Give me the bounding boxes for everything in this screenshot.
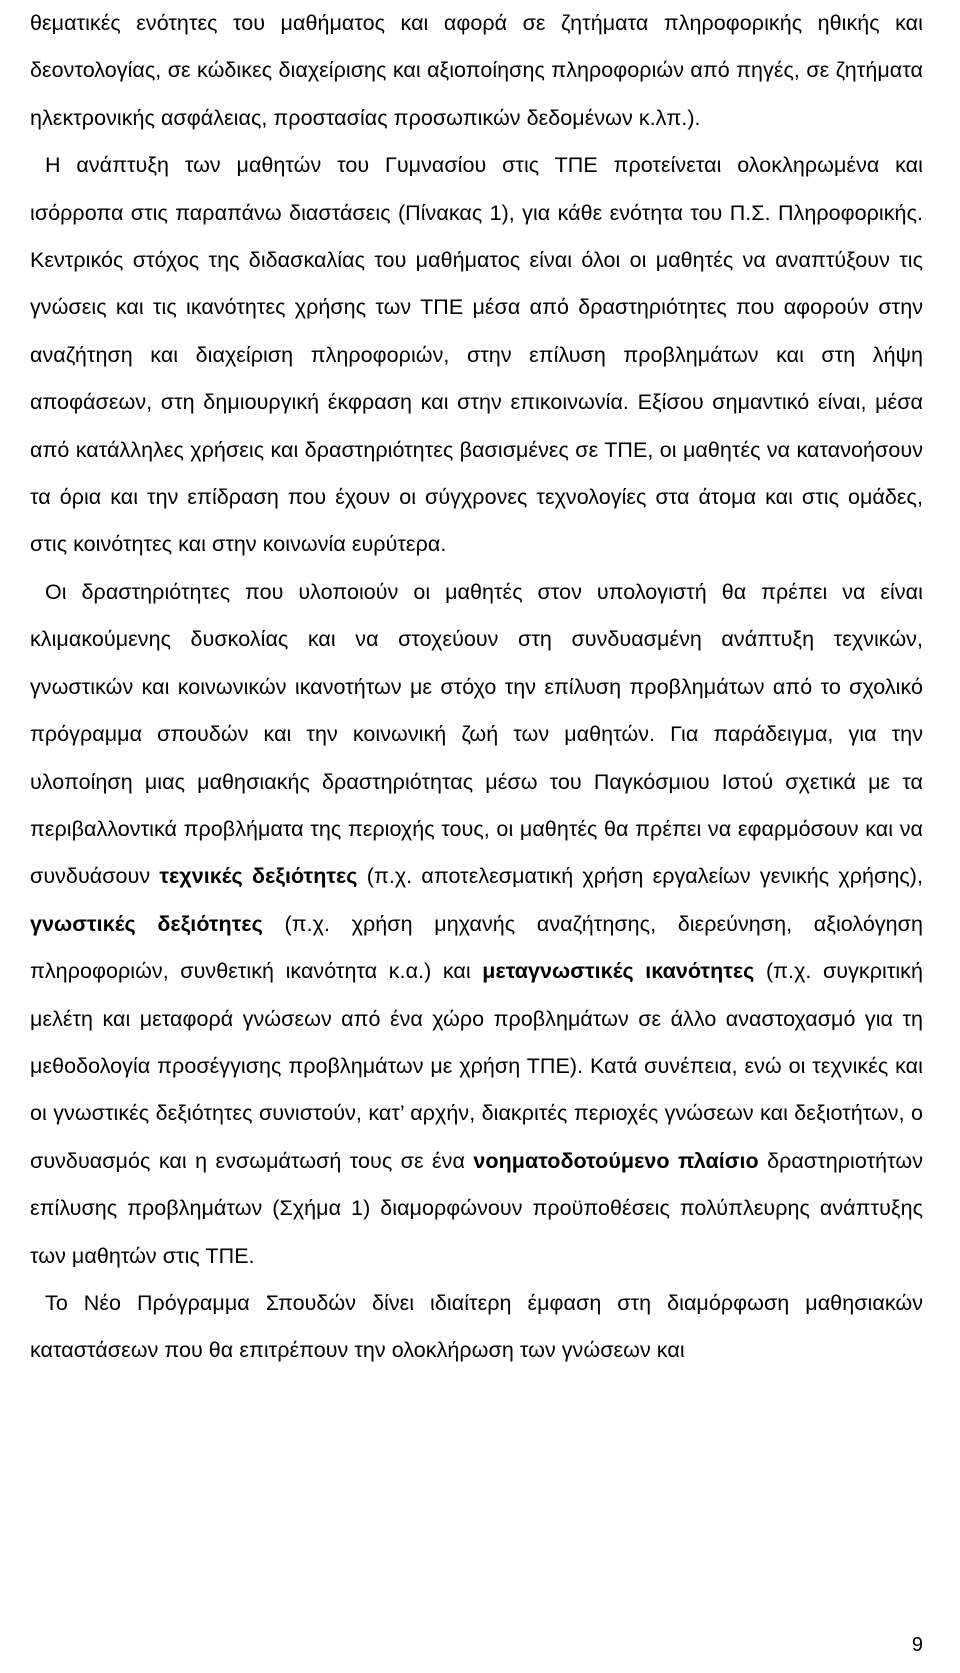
paragraph-text: δραστηριοτήτων επίλυσης προβλημάτων (Σχήμα 1) διαμορφώνουν προϋποθέσεις πολύπλευρης ανάπτυξης των μαθητών στις ΤΠΕ. xyxy=(30,1148,923,1268)
bold-term-meaningful-context: νοηματοδοτούμενο πλαίσιο xyxy=(473,1148,759,1173)
bold-term-technical-skills: τεχνικές δεξιότητες xyxy=(159,864,358,889)
paragraph-text: Η ανάπτυξη των μαθητών του Γυμνασίου στις ΤΠΕ προτείνεται ολοκληρωμένα και ισόρροπα στις παραπάνω διαστάσεις (Πίνακας 1), για κάθε ενότητα του Π.Σ. Πληροφορικής. Κεντρικός στόχος της διδασκαλίας του μαθήματος είναι όλοι οι μαθητές να αναπτύξουν τις γνώσεις και τις ικανότητες χρήσης των ΤΠΕ μέσα από δραστηριότητες που αφορούν στην αναζήτηση και διαχείριση πληροφοριών, στην επίλυση προβλημάτων και στη λήψη αποφάσεων, στη δημιουργική έκφραση και στην επικοινωνία. Εξίσου σημαντικό είναι, μέσα από κατάλληλες χρήσεις και δραστηριότητες βασισμένες σε ΤΠΕ, οι μαθητές να κατανοήσουν τα όρια και την επίδραση που έχουν οι σύγχρονες τεχνολογίες στα άτομα και στις ομάδες, στις κοινότητες και στην κοινωνία ευρύτερα. xyxy=(30,153,923,557)
page-number: 9 xyxy=(911,1634,923,1656)
paragraph-text: Το Νέο Πρόγραμμα Σπουδών δίνει ιδιαίτερη έμφαση στη διαμόρφωση μαθησιακών καταστάσεων που θα επιτρέπουν την ολοκλήρωση των γνώσεων και xyxy=(30,1290,923,1363)
paragraph-activities xyxy=(30,569,923,1280)
bold-term-cognitive-skills: γνωστικές δεξιότητες xyxy=(30,911,263,936)
paragraph-ict-development xyxy=(30,142,923,569)
paragraph-text: (π.χ. χρήση μηχανής αναζήτησης, διερεύνηση, αξιολόγηση πληροφοριών, συνθετική ικανότητα κ.α.) και xyxy=(30,911,923,984)
document-body xyxy=(30,0,923,1375)
paragraph-text: Οι δραστηριότητες που υλοποιούν οι μαθητές στον υπολογιστή θα πρέπει να είναι κλιμακούμενης δυσκολίας και να στοχεύουν στη συνδυασμένη ανάπτυξη τεχνικών, γνωστικών και κοινωνικών ικανοτήτων με στόχο την επίλυση προβλημάτων από το σχολικό πρόγραμμα σπουδών και την κοινωνική ζωή των μαθητών. Για παράδειγμα, για την υλοποίηση μιας μαθησιακής δραστηριότητας μέσω του Παγκόσμιου Ιστού σχετικά με τα περιβαλλοντικά προβλήματα της περιοχής τους, οι μαθητές θα πρέπει να εφαρμόσουν και να συνδυάσουν xyxy=(30,579,923,889)
paragraph-text: θεματικές ενότητες του μαθήματος και αφορά σε ζητήματα πληροφορικής ηθικής και δεοντολογίας, σε κώδικες διαχείρισης και αξιοποίησης πληροφοριών από πηγές, σε ζητήματα ηλεκτρονικής ασφάλειας, προστασίας προσωπικών δεδομένων κ.λπ.). xyxy=(30,11,923,130)
paragraph-continuation xyxy=(30,0,923,142)
paragraph-text: (π.χ. συγκριτική μελέτη και μεταφορά γνώσεων από ένα χώρο προβλημάτων σε άλλο αναστοχασμό για τη μεθοδολογία προσέγγισης προβλημάτων με χρήση ΤΠΕ). Κατά συνέπεια, ενώ οι τεχνικές και οι γνωστικές δεξιότητες συνιστούν, κατ’ αρχήν, διακριτές περιοχές γνώσεων και δεξιοτήτων, ο συνδυασμός και η ενσωμάτωσή τους σε ένα xyxy=(30,959,923,1173)
paragraph-text: (π.χ. αποτελεσματική χρήση εργαλείων γενικής χρήσης), xyxy=(357,864,923,889)
paragraph-new-curriculum xyxy=(30,1280,923,1375)
bold-term-metacognitive-skills: μεταγνωστικές ικανότητες xyxy=(482,959,755,984)
